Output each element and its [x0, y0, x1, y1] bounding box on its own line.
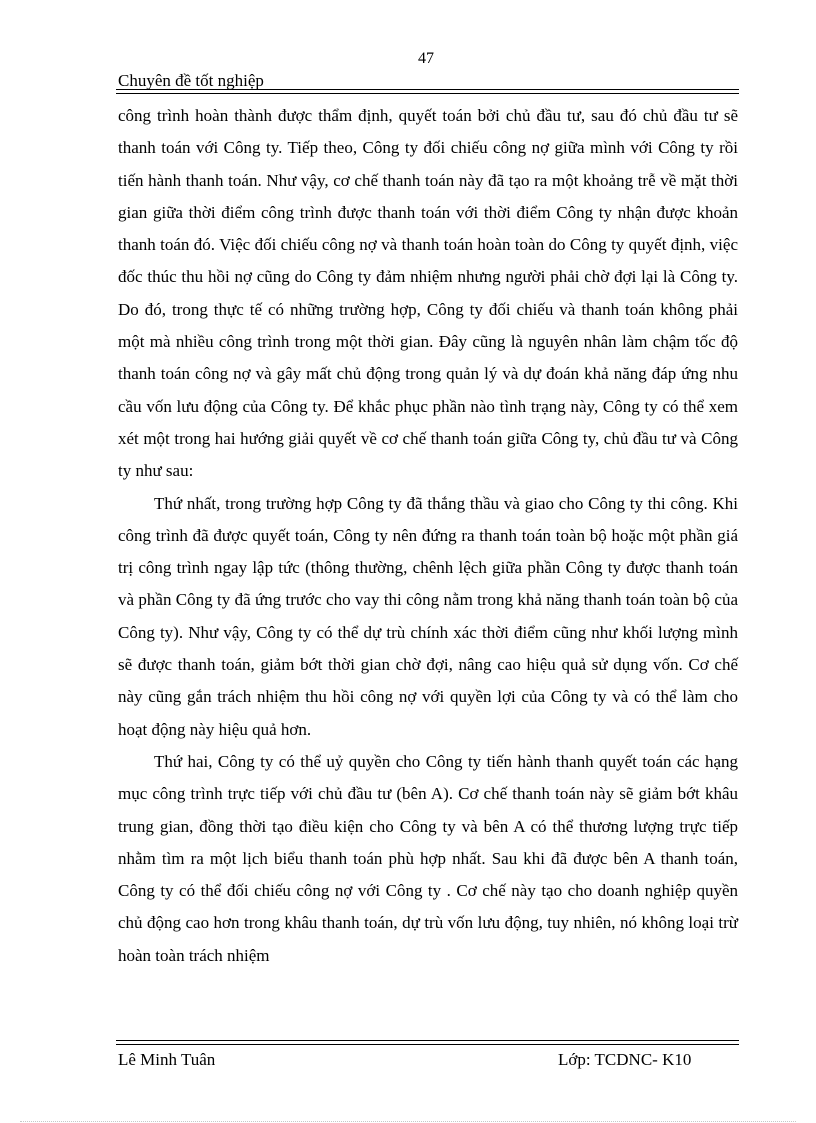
page-bottom-edge	[20, 1121, 796, 1122]
paragraph-continued: công trình hoàn thành được thẩm định, quyết toán bởi chủ đầu tư, sau đó chủ đầu tư sẽ thanh toán với Công ty. Tiếp theo, Công ty đối chiếu công nợ giữa mình với Công ty rồi tiến hành thanh toán. Như vậy, cơ chế thanh toán này đã tạo ra một khoảng trễ về mặt thời gian giữa thời điểm công trình được thanh toán với thời điểm Công ty nhận được khoản thanh toán đó. Việc đối chiếu công nợ và thanh toán hoàn toàn do Công ty quyết định, việc đốc thúc thu hồi nợ cũng do Công ty đảm nhiệm nhưng người phải chờ đợi lại là Công ty. Do đó, trong thực tế có những trường hợp, Công ty đối chiếu và thanh toán không phải một mà nhiều công trình trong một thời gian. Đây cũng là nguyên nhân làm chậm tốc độ thanh toán công nợ và gây mất chủ động trong quản lý và dự đoán khả năng đáp ứng nhu cầu vốn lưu động của Công ty. Để khắc phục phần nào tình trạng này, Công ty có thể xem xét một trong hai hướng giải quyết về cơ chế thanh toán giữa Công ty, chủ đầu tư và Công ty như sau:	[118, 106, 738, 481]
header-title: Chuyên đề tốt nghiệp	[118, 71, 264, 90]
paragraph-first-option: Thứ nhất, trong trường hợp Công ty đã thắng thầu và giao cho Công ty thi công. Khi công trình đã được quyết toán, Công ty nên đứng ra thanh toán toàn bộ hoặc một phần giá trị công trình ngay lập tức (thông thường, chênh lệch giữa phần Công ty được thanh toán và phần Công ty đã ứng trước cho vay thi công nằm trong khả năng thanh toán toàn bộ của Công ty). Như vậy, Công ty có thể dự trù chính xác thời điểm cũng như khối lượng mình sẽ được thanh toán, giảm bớt thời gian chờ đợi, nâng cao hiệu quả sử dụng vốn. Cơ chế này cũng gắn trách nhiệm thu hồi công nợ với quyền lợi của Công ty và có thể làm cho hoạt động này hiệu quả hơn.	[118, 493, 738, 739]
page-number: 47	[418, 50, 434, 67]
paragraph-second-option: Thứ hai, Công ty có thể uỷ quyền cho Công ty tiến hành thanh quyết toán các hạng mục công trình trực tiếp với chủ đầu tư (bên A). Cơ chế thanh toán này sẽ giảm bớt khâu trung gian, đồng thời tạo điều kiện cho Công ty và bên A có thể thương lượng trực tiếp nhằm tìm ra một lịch biểu thanh toán phù hợp nhất. Sau khi đã được bên A thanh toán, Công ty có thể đối chiếu công nợ với Công ty . Cơ chế này tạo cho doanh nghiệp quyền chủ động cao hơn trong khâu thanh toán, dự trù vốn lưu động, tuy nhiên, nó không loại trừ hoàn toàn trách nhiệm	[118, 751, 738, 965]
footer-class: Lớp: TCDNC- K10	[558, 1050, 692, 1069]
body-text	[118, 100, 738, 972]
footer-author: Lê Minh Tuân	[118, 1050, 216, 1069]
footer-divider	[116, 1040, 739, 1045]
header-divider	[116, 89, 739, 94]
